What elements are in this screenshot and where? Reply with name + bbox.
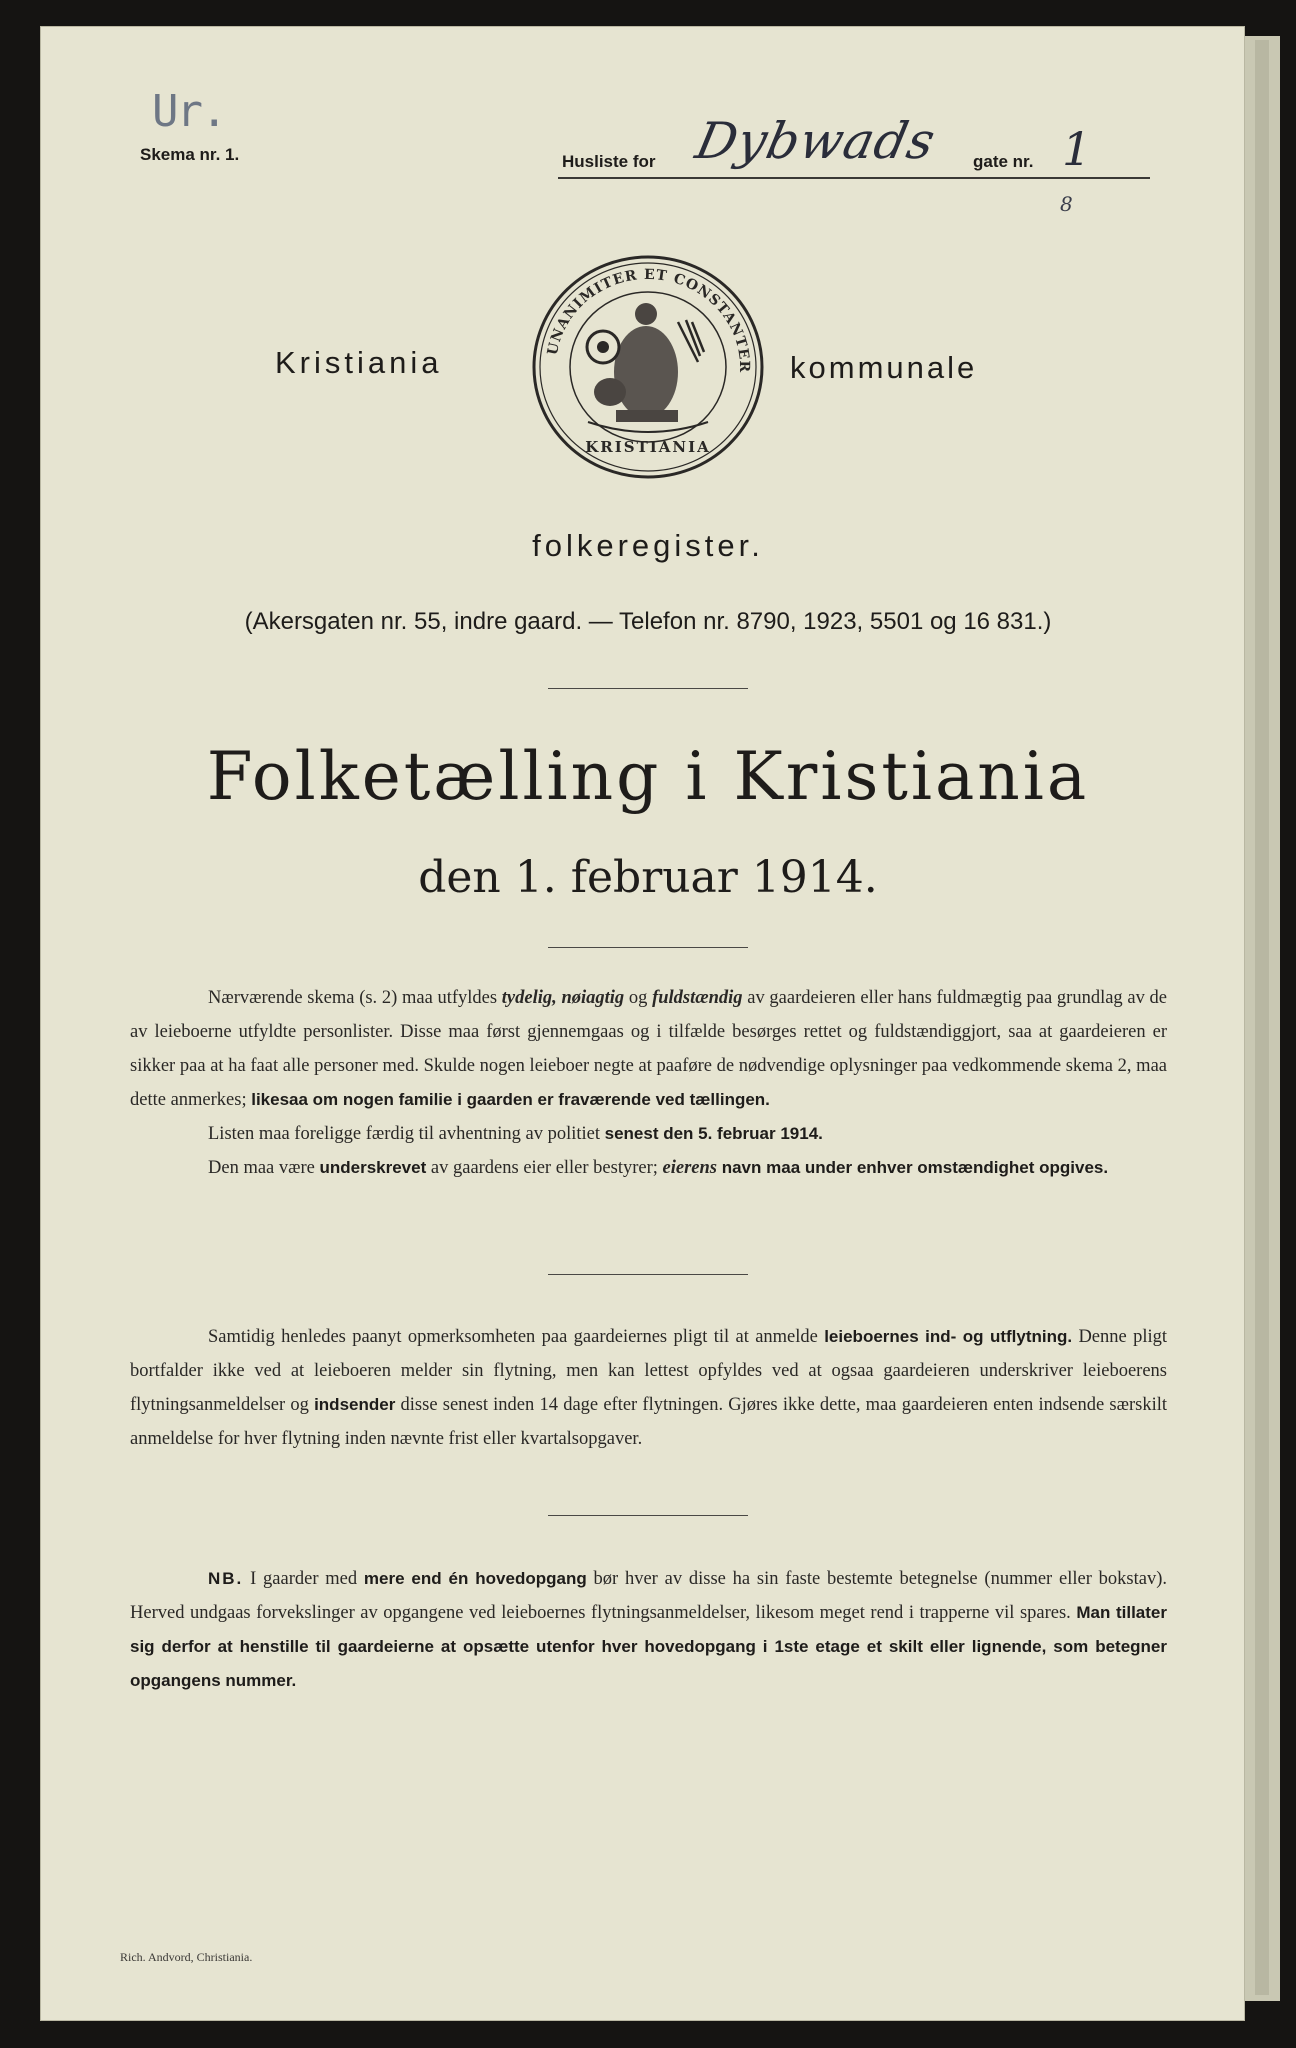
org-right-word: kommunale [790,350,978,385]
husliste-underline [558,177,1150,179]
divider-rule [548,1515,748,1516]
gate-number-handwritten: 1 [1062,122,1092,176]
husliste-label: Husliste for [562,152,656,171]
back-sheet-edge [1255,40,1269,1995]
org-name: folkeregister. [532,528,764,563]
gate-label: gate nr. [973,152,1034,171]
skema-number: Skema nr. 1. [140,145,240,164]
nb-block [130,1562,1167,1698]
seal-bottom-text: KRISTIANIA [585,438,711,456]
divider-rule [548,688,748,689]
seal-ring-text: UNANIMITER ET CONSTANTER [544,266,753,374]
nb-paragraph: NB. I gaarder med mere end én hovedopgang bør hver av disse ha sin faste bestemte betegnelse (nummer eller bokstav). Herved undgaas forvekslinger av opgangene ved leieboernes flytningsanmeldelser, likesom meget rend i trapperne vil spares. Man tillater sig derfor at henstille til gaardeierne at opsætte utenfor hver hovedopgang i 1ste etage et skilt eller lignende, som betegner opgangens nummer. [130,1569,1167,1690]
printer-credit: Rich. Andvord, Christiania. [120,1950,253,1964]
page-title: Folketælling i Kristiania [206,738,1090,815]
divider-rule [548,947,748,948]
instruction-paragraph: Nærværende skema (s. 2) maa utfyldes tydelig, nøiagtig og fuldstændig av gaardeieren eller hans fuldmægtig paa grundlag av de av leieboerne utfyldte personlister. Disse maa først gjennemgaas og i tilfælde besørges rettet og fuldstændiggjort, saa at gaardeieren er sikker paa at ha faat alle personer med. Skulde nogen leieboer negte at paaføre de nødvendige oplysninger paa vedkommende skema 2, maa dette anmerkes; likesaa om nogen familie i gaarden er fraværende ved tællingen. [130,988,1167,1110]
office-address: (Akersgaten nr. 55, indre gaard. — Telefon nr. 8790, 1923, 5501 og 16 831.) [244,608,1052,635]
moving-paragraph: Samtidig henledes paanyt opmerksomheten paa gaardeiernes pligt til at anmelde leieboernes ind- og utflytning. Denne pligt bortfalder ikke ved at leieboeren melder sin flytning, men kan lettest opfyldes ved at ogsaa gaardeieren underskriver leieboerens flytningsanmeldelser og indsender disse senest inden 14 dage efter flytningen. Gjøres ikke dette, maa gaardeieren enten indsende særskilt anmeldelse for hver flytning inden nævnte frist eller kvartalsopgaver. [130,1327,1167,1449]
city-seal-icon [528,252,768,482]
instructions-block [130,981,1167,1185]
small-handwritten-note: 8 [1060,192,1073,216]
org-left-word: Kristiania [275,345,443,380]
signature-paragraph: Den maa være underskrevet av gaardens eier eller bestyrer; eierens navn maa under enhver omstændighet opgives. [208,1158,1109,1178]
street-name-handwritten: Dybwads [690,112,941,170]
deadline-paragraph: Listen maa foreligge færdig til avhentning av politiet senest den 5. februar 1914. [208,1124,823,1144]
archive-annotation: Ur. [152,86,226,137]
moving-notice-block [130,1320,1167,1456]
divider-rule [548,1274,748,1275]
census-date: den 1. februar 1914. [418,852,878,903]
seal-figure [587,303,708,432]
